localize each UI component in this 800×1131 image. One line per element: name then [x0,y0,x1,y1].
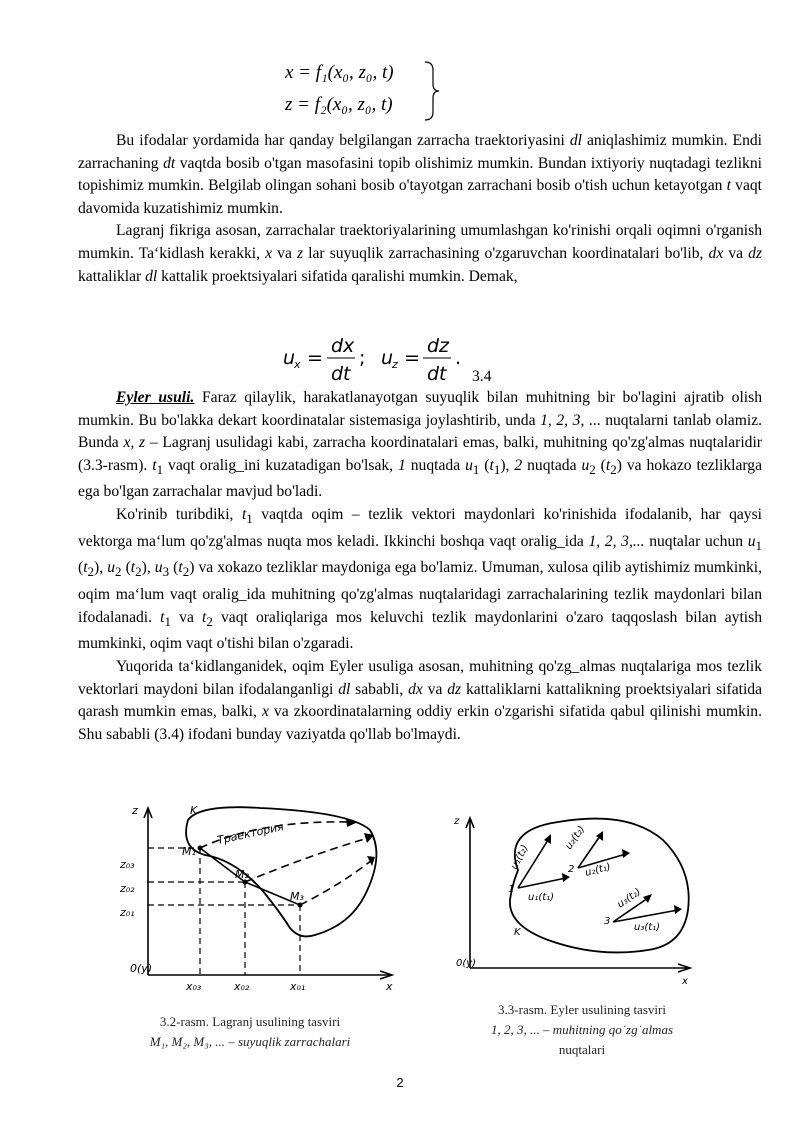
paragraph-4: Ko'rinib turibdiki, $t_1$ vaqtda oqim – tezlik vektori maydonlari ko'rinishida ifodalanib, har qaysi vektorga ma‘lum qo'zg'almas nuqta mos keladi. Ikkinchi boshqa vaqt oralig_ida 1, 2, 3,... nuqtalar uchun $u_1$ $(t_2)$, $u_2$ $(t_2)$, $u_3$ $(t_2)$ va xokazo tezliklar maydoniga ega bo'lamiz. Umuman, xulosa qilib aytishimiz mumkinki, oqim ma‘lum vaqt oralig_ida muhitning qo'zg'almas nuqtalaridagi zarrachalarining tezlik maydonlari bilan ifodalanadi. $t_1$ va $t_2$ vaqt oraliqlariga mos keluvchi tezlik maydonlarini o'zaro taqqoslash bilan aytish mumkinki, oqim vaqt o'tishi bilan o'zgaradi. [78,506,763,653]
paragraph-5: Yuqorida ta‘kidlanganidek, oqim Eyler usuliga asosan, muhitning qo'zg_almas nuqtalariga mos tezlik vektorlari maydoni bilan ifodalanganligi dl sababli, dx va dz kattaliklarni kattalikning proektsiyalari sifatida qarash mumkin emas, balki, x va zkoordinatalarning oddiy erkin o'zgarishi sifatida qabul qilinishi mumkin. Shu sababli (3.4) ifodani bunday vaziyatda qo'llab bo'lmaydi. [78,658,762,743]
formula-ux-sub: x [294,358,301,371]
caption-fig-3-3 [452,1000,712,1060]
z03-label: z₀₃ [120,858,135,871]
formula-den-1: dt [331,363,351,385]
u3-t1-label: u₃(t₁) [634,922,661,933]
formula-den-2: dt [427,363,447,385]
axis-x-label: x [386,980,393,990]
euler-axis-z-label: z [454,816,460,827]
formula-num-1: dx [331,335,355,357]
z01-label: z₀₁ [120,906,135,919]
trajectory-label: Траектория [215,820,285,847]
m1-label: M₁ [182,845,196,858]
u2-t2-label: u₂(t₂) [563,824,588,852]
m2-label: M₂ [235,868,249,881]
page-number: 2 [396,1075,404,1090]
point-2-label: 2 [568,864,575,875]
paragraph-2: Lagranj fikriga asosan, zarrachalar traektoriyalarining umumlashgan ko'rinishi orqali oqimni o'rganish mumkin. Ta‘kidlash kerakki, x va z lar suyuqlik zarrachasining o'zgaruvchan koordinatalari bo'lib, dx va dz kattaliklar dl kattalik proektsiyalari sifatida qaralishi mumkin. Demak, [78,222,763,285]
text-block-2 [78,387,762,746]
origin-label: 0(y) [130,962,153,975]
u3-t2-label: u₃(t₂) [615,886,644,911]
caption-fig-3-3-title: 3.3-rasm. Eyler usulining tasviri [498,1002,666,1017]
caption-fig-3-3-sub: 1, 2, 3, ... – muhitning qo˙zg˙almas [491,1022,673,1037]
caption-fig-3-3-sub2: nuqtalari [558,1042,606,1057]
point-3-label: 3 [604,916,611,927]
u2-t1-label: u₂(t₁) [583,861,612,879]
z02-label: z₀₂ [120,882,135,895]
formula-uz: u [381,347,394,369]
formula-lagrange-system [285,58,465,124]
caption-fig-3-2 [100,1012,400,1052]
caption-fig-3-2-sub: M₁, M₂, M₃, ... – suyuqlik zarrachalari [149,1034,351,1049]
formula-ux: u [283,347,296,369]
formula-dot: . [455,347,462,369]
formula-line-x: x = f₁(x₀, z₀, t) [285,62,394,83]
formula-sep: ; [359,347,366,369]
text-block-1 [78,130,762,288]
formula-line-z: z = f₂(x₀, z₀, t) [285,94,393,115]
euler-origin-label: 0(y) [456,958,477,969]
u1-t1-label: u₁(t₁) [528,892,555,903]
paragraph-1: Bu ifodalar yordamida har qanday belgilangan zarracha traektoriyasini dl aniqlashimiz mumkin. Endi zarrachaning dt vaqtda bosib o'tgan masofasini topib olishimiz mumkin. Bundan ixtiyoriy nuqtadagi tezlikni topishimiz mumkin. Belgilab olingan sohani bosib o'tayotgan zarrachani bosib o'tish uchun ketayotgan t vaqt davomida kuzatishimiz mumkin. [78,132,762,217]
x02-label: x₀₂ [234,980,250,990]
euler-axis-x-label: x [682,976,688,985]
boundary-k-label: K [190,804,198,817]
caption-fig-3-2-title: 3.2-rasm. Lagranj usulining tasviri [159,1014,341,1029]
figure-euler [448,810,698,985]
formula-num-2: dz [427,335,450,357]
formula-uz-sub: z [392,358,398,371]
paragraph-3: Eyler usuli. Faraz qilaylik, harakatlanayotgan suyuqlik bilan muhitning bir bo'lagini ajratib olish mumkin. Bu bo'lakka dekart koordinatalar sistemasiga joylashtirib, unda 1, 2, 3, ... nuqtalarni tanlab olamiz. Bunda x, z – Lagranj usulidagi kabi, zarracha koordinatalari emas, balki, muhitning qo'zg'almas nuqtalaridir (3.3-rasm). $t_1$ vaqt oralig_ini kuzatadigan bo'lsak, 1 nuqtada $u_1$ $(t_1)$, 2 nuqtada $u_2$ $(t_2)$ va hokazo tezliklarga ega bo'lgan zarrachalar mavjud bo'ladi. [78,389,763,501]
equation-number: 3.4 [472,368,492,385]
x01-label: x₀₁ [290,980,306,990]
formula-velocity-components [205,330,505,386]
formula-eq-1: = [307,347,323,369]
brace-icon [423,60,443,122]
m3-label: M₃ [290,890,304,903]
x03-label: x₀₃ [186,980,202,990]
point-1-label: 1 [508,884,515,895]
u1-t2-label: u₁(t₂) [508,843,531,872]
figure-lagrange [110,800,410,990]
euler-boundary-k-label: K [514,927,521,938]
formula-eq-2: = [404,347,420,369]
axis-z-label: z [132,804,138,817]
